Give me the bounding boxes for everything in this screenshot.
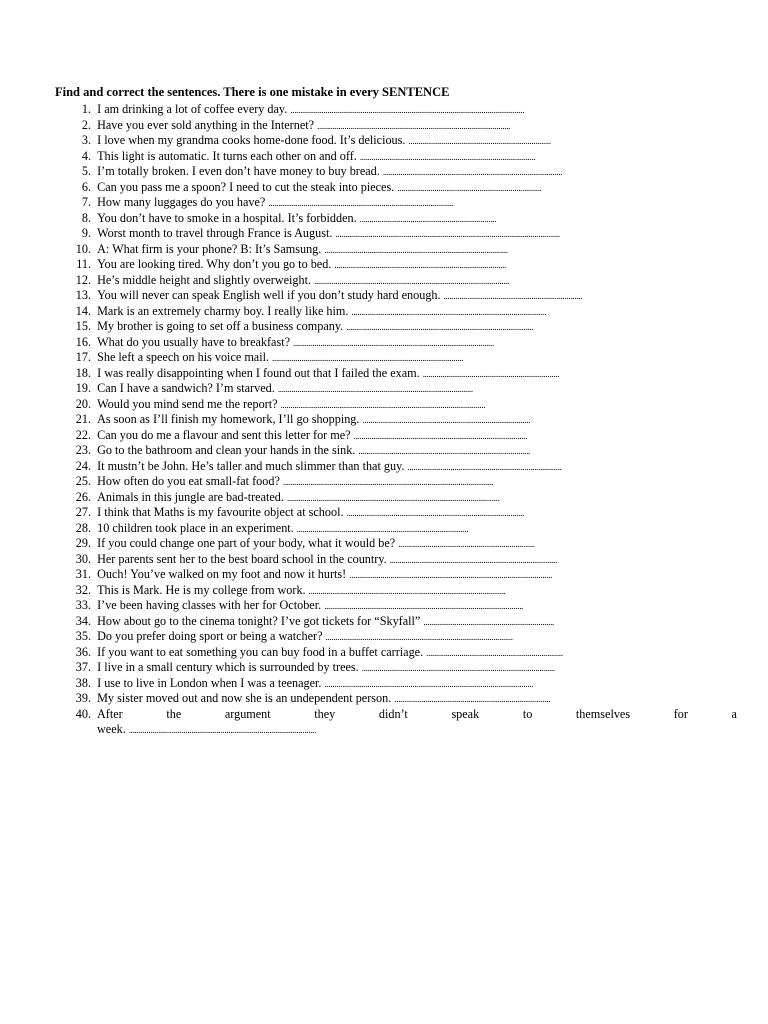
sentence-number: 19. — [75, 381, 91, 395]
sentence-number: 27. — [75, 505, 91, 519]
answer-line: ........................................................................................................ — [349, 570, 553, 580]
sentence-body — [97, 381, 473, 397]
sentence-body — [97, 676, 533, 692]
sentence-text: Worst month to travel through France is August. — [97, 226, 333, 240]
sentence-number: 12. — [75, 272, 91, 287]
sentence-item — [55, 536, 731, 552]
sentence-text: Do you prefer doing sport or being a watcher? — [97, 629, 323, 643]
sentence-body — [97, 598, 523, 614]
answer-line: ............................................................................................................. — [286, 492, 500, 503]
sentence-item — [55, 552, 731, 568]
sentence-text: I use to live in London when I was a teenager. — [97, 675, 322, 690]
sentence-body — [97, 614, 554, 630]
answer-line: ............................................................................................... — [268, 198, 454, 208]
sentence-item — [55, 257, 731, 273]
sentence-body — [91, 707, 737, 739]
sentence-body — [97, 428, 527, 444]
answer-line: ............................................................................... — [407, 461, 562, 472]
sentence-body — [97, 474, 493, 490]
sentence-item — [55, 350, 731, 366]
sentence-number: 40. — [75, 706, 91, 721]
sentence-body — [97, 133, 551, 149]
sentence-item — [55, 133, 731, 149]
sentence-text: Have you ever sold anything in the Internet? — [97, 117, 315, 132]
sentence-word: a — [731, 706, 737, 721]
sentence-item — [55, 366, 731, 382]
answer-line: .......................................................................... — [397, 182, 542, 193]
answer-line: ........................................................................................ — [358, 446, 531, 456]
sentence-number: 29. — [75, 536, 91, 550]
answer-line: ............................................................................................ — [382, 167, 563, 177]
sentence-item — [55, 149, 731, 165]
sentence-number: 32. — [75, 582, 91, 597]
sentence-item — [55, 195, 731, 211]
sentence-item — [55, 118, 731, 134]
answer-line: ......................................................................... — [408, 136, 551, 146]
sentence-item — [55, 505, 731, 521]
sentence-body — [97, 645, 563, 661]
sentence-number: 15. — [75, 319, 91, 333]
sentence-body — [97, 505, 524, 521]
sentence-number: 1. — [81, 102, 91, 116]
answer-line: ........................................................................................................... — [324, 678, 534, 689]
answer-line: ...................................................................... — [398, 539, 535, 549]
sentence-item — [55, 381, 731, 397]
sentence-body — [97, 443, 530, 459]
sentence-number: 34. — [75, 613, 91, 628]
sentence-text: I am drinking a lot of coffee every day. — [97, 102, 288, 116]
sentence-item — [55, 288, 731, 304]
sentence-text: You don’t have to smoke in a hospital. It’s forbidden. — [97, 210, 357, 225]
sentence-number: 20. — [75, 396, 91, 411]
sentence-number: 7. — [81, 195, 91, 209]
sentence-item — [55, 443, 731, 459]
sentence-word: argument — [224, 706, 271, 721]
sentence-item — [55, 567, 731, 583]
sentence-item — [55, 412, 731, 428]
sentence-body — [97, 211, 496, 227]
sentence-text: This light is automatic. It turns each other on and off. — [97, 148, 357, 163]
sentence-number: 16. — [75, 334, 91, 349]
sentence-text: How about go to the cinema tonight? I’ve got tickets for “Skyfall” — [97, 613, 421, 628]
answer-line: .......................................................................................... — [359, 151, 536, 162]
sentence-text: I’ve been having classes with her for October. — [97, 598, 322, 612]
sentence-word: speak — [451, 706, 480, 721]
sentence-body — [97, 164, 562, 180]
sentence-text: If you want to eat something you can buy food in a buffet carriage. — [97, 644, 424, 659]
sentence-text: My sister moved out and now she is an undependent person. — [97, 691, 392, 705]
sentence-word: the — [166, 706, 182, 721]
sentence-body — [97, 195, 454, 211]
sentence-body — [97, 521, 468, 537]
answer-line: ............................................................................................................ — [282, 477, 494, 487]
answer-line: .................................................................................................. — [272, 353, 464, 363]
sentence-text: It mustn’t be John. He’s taller and much slimmer than that guy. — [97, 458, 405, 473]
continuation-text: week. — [97, 722, 126, 736]
sentence-text: Can I have a sandwich? I’m starved. — [97, 381, 275, 395]
sentence-item — [55, 521, 731, 537]
sentence-number: 26. — [75, 489, 91, 504]
answer-line: ........................................................................................... — [346, 508, 525, 518]
sentence-body — [97, 490, 499, 506]
sentence-word: they — [314, 706, 336, 721]
sentence-text: You will never can speak English well if you don’t study hard enough. — [97, 288, 441, 302]
sentence-number: 36. — [75, 644, 91, 659]
sentence-continuation — [97, 722, 737, 739]
sentence-number: 23. — [75, 443, 91, 457]
sentence-number: 3. — [81, 133, 91, 147]
sentence-number: 14. — [75, 303, 91, 318]
sentence-word: After — [97, 706, 123, 721]
sentence-item — [55, 335, 731, 351]
sentence-item — [55, 211, 731, 227]
sentence-text: I was really disappointing when I found out that I failed the exam. — [97, 365, 420, 380]
sentence-body — [97, 583, 506, 599]
sentence-body — [97, 226, 560, 242]
sentence-body — [97, 629, 513, 645]
sentence-text: Would you mind send me the report? — [97, 396, 278, 411]
sentence-number: 21. — [75, 412, 91, 426]
answer-line: ................................................................................ — [394, 694, 551, 704]
answer-line: ................................................................................................ — [346, 322, 534, 332]
sentence-number: 4. — [81, 148, 91, 163]
sentence-item — [55, 397, 731, 413]
sentence-item — [55, 242, 731, 258]
sentence-item — [55, 319, 731, 335]
sentence-body — [97, 257, 506, 273]
sentence-number: 33. — [75, 598, 91, 612]
sentence-item — [55, 583, 731, 599]
answer-line: ........................................................................................ — [334, 260, 507, 270]
sentence-number: 28. — [75, 520, 91, 535]
sentence-text: I love when my grandma cooks home-done food. It’s delicious. — [97, 133, 406, 147]
sentence-text: I’m totally broken. I even don’t have money to buy bread. — [97, 164, 380, 178]
sentence-text: How often do you eat small-fat food? — [97, 474, 280, 488]
sentence-text: He’s middle height and slightly overweight. — [97, 272, 312, 287]
answer-line: ................................................................................................... — [317, 120, 511, 131]
sentence-body — [97, 242, 508, 258]
sentence-number: 5. — [81, 164, 91, 178]
sentence-text: I think that Maths is my favourite object at school. — [97, 505, 344, 519]
sentence-body — [97, 412, 530, 428]
sentence-body — [97, 288, 582, 304]
sentence-number: 17. — [75, 350, 91, 364]
sentence-item — [55, 180, 731, 196]
sentence-body — [97, 536, 535, 552]
sentence-body — [97, 350, 463, 366]
answer-line: ........................................................................................ — [296, 523, 469, 534]
sentence-body — [97, 691, 550, 707]
answer-line: ...................................................................... — [422, 368, 560, 379]
sentence-number: 31. — [75, 567, 91, 581]
sentence-body — [97, 118, 510, 134]
answer-line: ...................................................................................... — [362, 415, 531, 425]
sentence-number: 39. — [75, 691, 91, 705]
sentence-number: 37. — [75, 660, 91, 674]
answer-line: ................................................................................................ — [128, 725, 317, 735]
sentence-number: 30. — [75, 551, 91, 566]
sentence-number: 11. — [76, 257, 91, 271]
answer-line: ...................................................................................................... — [324, 601, 524, 611]
sentence-text: How many luggages do you have? — [97, 195, 266, 209]
sentence-body — [97, 397, 485, 413]
sentence-item — [55, 226, 731, 242]
answer-line: .............................................................................................. — [324, 244, 508, 255]
answer-line: ......................................................................................................... — [280, 399, 486, 410]
sentence-body — [97, 552, 557, 568]
sentence-body — [97, 273, 509, 289]
sentence-body — [97, 567, 552, 583]
sentence-text: I live in a small century which is surrounded by trees. — [97, 660, 359, 674]
sentence-text: Ouch! You’ve walked on my foot and now it hurts! — [97, 567, 347, 581]
sentence-text: You are looking tired. Why don’t you go to bed. — [97, 257, 332, 271]
sentence-number: 10. — [75, 241, 91, 256]
sentence-item — [55, 676, 731, 692]
sentence-text: Go to the bathroom and clean your hands in the sink. — [97, 443, 356, 457]
answer-line: .................................................................................................... — [314, 275, 510, 286]
sentence-item — [55, 706, 737, 739]
sentence-text: 10 children took place in an experiment. — [97, 520, 294, 535]
sentence-text: Her parents sent her to the best board school in the country. — [97, 551, 387, 566]
sentence-body — [97, 660, 555, 676]
sentence-text: A: What firm is your phone? B: It’s Samsung. — [97, 241, 322, 256]
sentence-text: Animals in this jungle are bad-treated. — [97, 489, 284, 504]
sentence-number: 22. — [75, 427, 91, 442]
sentence-text: As soon as I’ll finish my homework, I’ll go shopping. — [97, 412, 360, 426]
sentence-item — [55, 614, 731, 630]
sentence-item — [55, 428, 731, 444]
sentence-item — [55, 474, 731, 490]
sentence-text: This is Mark. He is my college from work. — [97, 582, 306, 597]
sentence-word: didn’t — [378, 706, 408, 721]
answer-line: ................................................................................................ — [325, 632, 513, 642]
sentence-item — [55, 304, 731, 320]
sentence-body — [97, 102, 524, 118]
sentence-number: 24. — [75, 458, 91, 473]
sentence-number: 8. — [81, 210, 91, 225]
sentence-body — [97, 180, 542, 196]
sentence-text: She left a speech on his voice mail. — [97, 350, 270, 364]
answer-line: ................................................................................................... — [361, 663, 555, 673]
sentence-item — [55, 273, 731, 289]
answer-line: ...................................................................... — [359, 213, 497, 224]
sentence-text — [97, 707, 737, 723]
sentence-text: What do you usually have to breakfast? — [97, 334, 290, 349]
answer-line: ....................................................................................................... — [293, 337, 494, 348]
sentence-number: 6. — [81, 179, 91, 194]
sentence-word: for — [673, 706, 688, 721]
sentence-body — [97, 319, 533, 335]
sentence-body — [97, 149, 535, 165]
sentence-item — [55, 645, 731, 661]
sentence-word: to — [522, 706, 533, 721]
answer-line: ......................................................................................... — [353, 430, 528, 441]
sentence-item — [55, 691, 731, 707]
sentence-item — [55, 629, 731, 645]
sentence-number: 38. — [75, 675, 91, 690]
sentence-item — [55, 598, 731, 614]
answer-line: ...................................................................................... — [389, 554, 558, 565]
sentence-list — [55, 102, 737, 739]
sentence-number: 35. — [75, 629, 91, 643]
sentence-body — [97, 304, 546, 320]
worksheet-heading: Find and correct the sentences. There is one mistake in every SENTENCE — [55, 85, 450, 99]
answer-line: ................................................................................................................... — [335, 229, 560, 239]
answer-line: ...................................................................... — [426, 647, 563, 658]
answer-line: ................................................................... — [423, 616, 555, 627]
sentence-body — [97, 459, 561, 475]
sentence-number: 2. — [81, 117, 91, 132]
sentence-item — [55, 164, 731, 180]
answer-line: .................................................................................................... — [351, 306, 547, 317]
answer-line: ........................................................................................................................ — [290, 105, 525, 115]
sentence-text: Mark is an extremely charmy boy. I really like him. — [97, 303, 349, 318]
answer-line: ....................................................................... — [443, 291, 583, 301]
sentence-number: 18. — [75, 365, 91, 380]
sentence-item — [55, 459, 731, 475]
sentence-text: My brother is going to set off a business company. — [97, 319, 344, 333]
sentence-item — [55, 102, 731, 118]
sentence-number: 9. — [81, 226, 91, 240]
sentence-number: 25. — [75, 474, 91, 488]
sentence-text: If you could change one part of your body, what it would be? — [97, 536, 396, 550]
sentence-word: themselves — [575, 706, 631, 721]
sentence-number: 13. — [75, 288, 91, 302]
sentence-item — [55, 660, 731, 676]
answer-line: .................................................................................................... — [277, 384, 473, 394]
sentence-item — [55, 490, 731, 506]
sentence-text: Can you do me a flavour and sent this letter for me? — [97, 427, 351, 442]
sentence-body — [97, 335, 494, 351]
sentence-text: Can you pass me a spoon? I need to cut the steak into pieces. — [97, 179, 395, 194]
sentence-body — [97, 366, 559, 382]
answer-line: ..................................................................................................... — [308, 585, 506, 596]
